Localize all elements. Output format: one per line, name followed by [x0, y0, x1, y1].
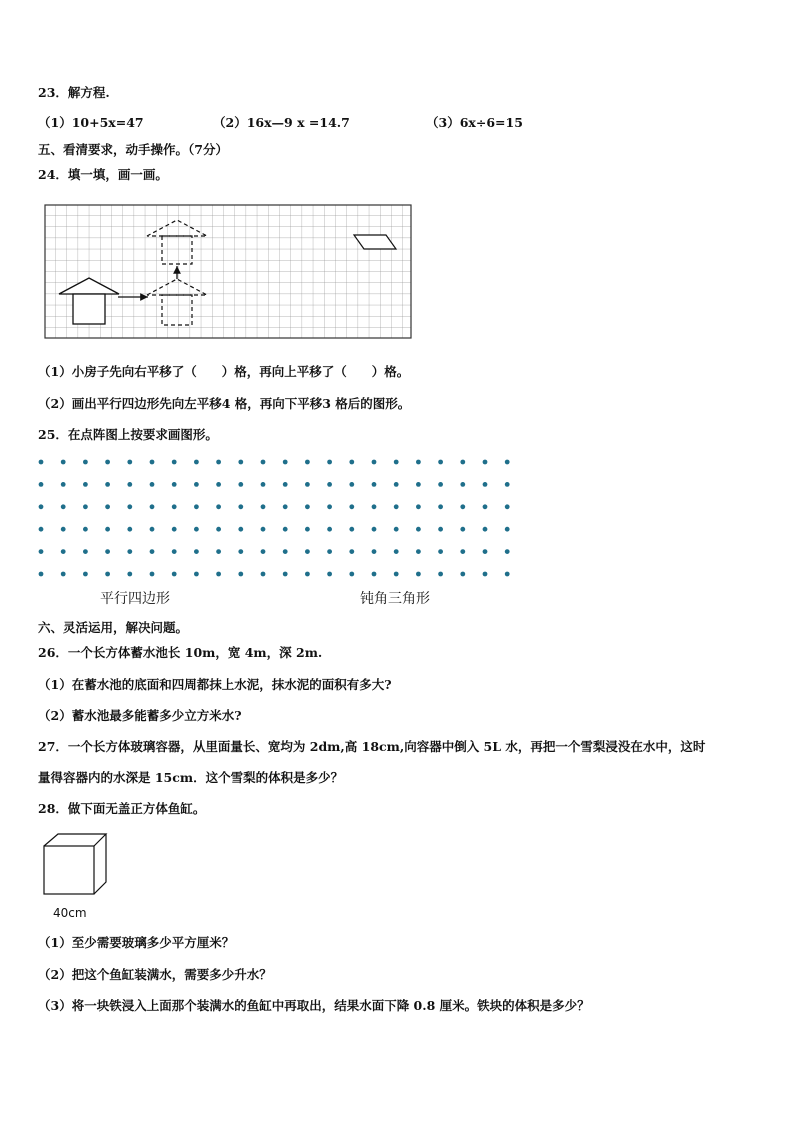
q25-dot-grid — [30, 452, 520, 580]
lattice-dot — [39, 527, 44, 532]
q23-equation-1: （1）10+5x=47 — [38, 115, 144, 130]
lattice-dot — [327, 460, 332, 465]
lattice-dot — [216, 482, 221, 487]
q26-title: 26．一个长方体蓄水池长 10m，宽 4m，深 2m. — [38, 645, 323, 660]
lattice-dot — [438, 572, 443, 577]
lattice-dot — [483, 460, 488, 465]
lattice-dot — [83, 527, 88, 532]
lattice-dot — [172, 572, 177, 577]
lattice-dot — [83, 572, 88, 577]
lattice-dot — [127, 504, 132, 509]
lattice-dot — [216, 527, 221, 532]
q28-sub-3: （3）将一块铁浸入上面那个装满水的鱼缸中再取出，结果水面下降 0.8 厘米。铁块的体积是多少？ — [38, 998, 590, 1013]
lattice-dot — [61, 572, 66, 577]
lattice-dot — [416, 572, 421, 577]
lattice-dot — [216, 460, 221, 465]
lattice-dot — [505, 460, 510, 465]
lattice-dot — [261, 460, 266, 465]
q24-line-1: （1）小房子先向右平移了（ ）格，再向上平移了（ ）格。 — [38, 364, 410, 379]
lattice-dot — [261, 572, 266, 577]
q27-line-1: 27．一个长方体玻璃容器，从里面量长、宽均为 2dm,高 18cm,向容器中倒入 5L 水，再把一个雪梨浸没在水中，这时 — [38, 739, 706, 754]
lattice-dot — [83, 460, 88, 465]
lattice-dot — [172, 549, 177, 554]
lattice-dot — [39, 504, 44, 509]
lattice-dot — [349, 572, 354, 577]
lattice-dot — [238, 482, 243, 487]
lattice-dot — [261, 482, 266, 487]
lattice-dot — [150, 504, 155, 509]
lattice-dot — [172, 482, 177, 487]
lattice-dot — [194, 460, 199, 465]
lattice-dot — [194, 527, 199, 532]
lattice-dot — [150, 527, 155, 532]
lattice-dot — [394, 572, 399, 577]
lattice-dot — [172, 460, 177, 465]
section-6-heading: 六、灵活运用，解决问题。 — [38, 620, 189, 635]
lattice-dot — [460, 504, 465, 509]
lattice-dot — [127, 460, 132, 465]
q25-title: 25．在点阵图上按要求画图形。 — [38, 427, 218, 442]
lattice-dot — [416, 504, 421, 509]
lattice-dot — [505, 504, 510, 509]
lattice-dot — [372, 572, 377, 577]
lattice-dot — [349, 549, 354, 554]
lattice-dot — [194, 572, 199, 577]
lattice-dot — [505, 482, 510, 487]
lattice-dot — [127, 572, 132, 577]
lattice-dot — [172, 527, 177, 532]
lattice-dot — [438, 482, 443, 487]
lattice-dot — [105, 549, 110, 554]
q26-sub-2: （2）蓄水池最多能蓄多少立方米水? — [38, 708, 242, 723]
q25-label-obtuse-triangle: 钝角三角形 — [360, 591, 430, 607]
q23-equation-2: （2）16x—9 x =14.7 — [213, 115, 350, 130]
lattice-dot — [416, 482, 421, 487]
lattice-dot — [460, 549, 465, 554]
lattice-dot — [283, 549, 288, 554]
lattice-dot — [61, 460, 66, 465]
lattice-dot — [39, 549, 44, 554]
lattice-dot — [194, 549, 199, 554]
lattice-dot — [305, 527, 310, 532]
lattice-dot — [349, 527, 354, 532]
lattice-dot — [216, 549, 221, 554]
lattice-dot — [416, 549, 421, 554]
lattice-dot — [327, 572, 332, 577]
lattice-dot — [83, 482, 88, 487]
lattice-dot — [372, 504, 377, 509]
lattice-dot — [327, 549, 332, 554]
cube-edge-label: 40cm — [53, 906, 87, 920]
lattice-dot — [372, 527, 377, 532]
lattice-dot — [327, 527, 332, 532]
lattice-dot — [483, 572, 488, 577]
lattice-dot — [372, 460, 377, 465]
q26-sub-1: （1）在蓄水池的底面和四周都抹上水泥，抹水泥的面积有多大? — [38, 677, 392, 692]
lattice-dot — [460, 460, 465, 465]
lattice-dot — [261, 549, 266, 554]
lattice-dot — [416, 527, 421, 532]
lattice-dot — [61, 482, 66, 487]
lattice-dot — [372, 549, 377, 554]
lattice-dot — [194, 482, 199, 487]
lattice-dot — [150, 572, 155, 577]
lattice-dot — [238, 572, 243, 577]
lattice-dot — [283, 572, 288, 577]
lattice-dot — [238, 504, 243, 509]
q28-sub-1: （1）至少需要玻璃多少平方厘米？ — [38, 935, 235, 950]
q28-sub-2: （2）把这个鱼缸装满水，需要多少升水？ — [38, 967, 272, 982]
lattice-dot — [327, 482, 332, 487]
lattice-dot — [460, 527, 465, 532]
lattice-dot — [261, 504, 266, 509]
lattice-dot — [150, 549, 155, 554]
q24-title: 24．填一填，画一画。 — [38, 167, 168, 182]
lattice-dot — [438, 527, 443, 532]
lattice-dot — [372, 482, 377, 487]
lattice-dot — [105, 460, 110, 465]
lattice-dot — [61, 527, 66, 532]
lattice-dot — [460, 482, 465, 487]
lattice-dot — [150, 482, 155, 487]
lattice-dot — [483, 549, 488, 554]
lattice-dot — [394, 549, 399, 554]
lattice-dot — [83, 549, 88, 554]
lattice-dot — [105, 527, 110, 532]
lattice-dot — [105, 572, 110, 577]
lattice-dot — [483, 482, 488, 487]
q23-title: 23．解方程. — [38, 85, 110, 100]
q23-equation-3: （3）6x÷6=15 — [426, 115, 523, 130]
lattice-dot — [305, 549, 310, 554]
lattice-dot — [216, 572, 221, 577]
lattice-dot — [194, 504, 199, 509]
lattice-dot — [83, 504, 88, 509]
lattice-dot — [105, 504, 110, 509]
lattice-dot — [238, 549, 243, 554]
lattice-dot — [305, 572, 310, 577]
lattice-dot — [327, 504, 332, 509]
lattice-dot — [283, 527, 288, 532]
lattice-dot — [505, 527, 510, 532]
lattice-dot — [283, 460, 288, 465]
lattice-dot — [483, 504, 488, 509]
lattice-dot — [105, 482, 110, 487]
lattice-dot — [349, 482, 354, 487]
lattice-dot — [127, 527, 132, 532]
lattice-dot — [39, 572, 44, 577]
q25-label-parallelogram: 平行四边形 — [100, 591, 170, 607]
lattice-dot — [238, 527, 243, 532]
lattice-dot — [460, 572, 465, 577]
lattice-dot — [483, 527, 488, 532]
lattice-dot — [261, 527, 266, 532]
lattice-dot — [416, 460, 421, 465]
lattice-dot — [39, 460, 44, 465]
lattice-dot — [172, 504, 177, 509]
q24-line-2: （2）画出平行四边形先向左平移4 格，再向下平移3 格后的图形。 — [38, 396, 411, 411]
lattice-dot — [305, 460, 310, 465]
lattice-dot — [349, 460, 354, 465]
lattice-dot — [305, 482, 310, 487]
q27-line-2: 量得容器内的水深是 15cm．这个雪梨的体积是多少？ — [38, 770, 344, 785]
lattice-dot — [505, 572, 510, 577]
q24-grid-figure — [44, 204, 414, 340]
lattice-dot — [394, 482, 399, 487]
lattice-dot — [127, 549, 132, 554]
lattice-dot — [438, 460, 443, 465]
lattice-dot — [283, 504, 288, 509]
lattice-dot — [349, 504, 354, 509]
lattice-dot — [438, 549, 443, 554]
q28-title: 28．做下面无盖正方体鱼缸。 — [38, 801, 206, 816]
lattice-dot — [394, 527, 399, 532]
lattice-dot — [61, 549, 66, 554]
section-5-heading: 五、看清要求，动手操作。（7分） — [38, 142, 228, 157]
lattice-dot — [394, 460, 399, 465]
lattice-dot — [150, 460, 155, 465]
lattice-dot — [39, 482, 44, 487]
lattice-dot — [216, 504, 221, 509]
cube-figure — [40, 832, 112, 898]
lattice-dot — [238, 460, 243, 465]
lattice-dot — [438, 504, 443, 509]
lattice-dot — [505, 549, 510, 554]
lattice-dot — [283, 482, 288, 487]
lattice-dot — [305, 504, 310, 509]
lattice-dot — [394, 504, 399, 509]
lattice-dot — [61, 504, 66, 509]
lattice-dot — [127, 482, 132, 487]
